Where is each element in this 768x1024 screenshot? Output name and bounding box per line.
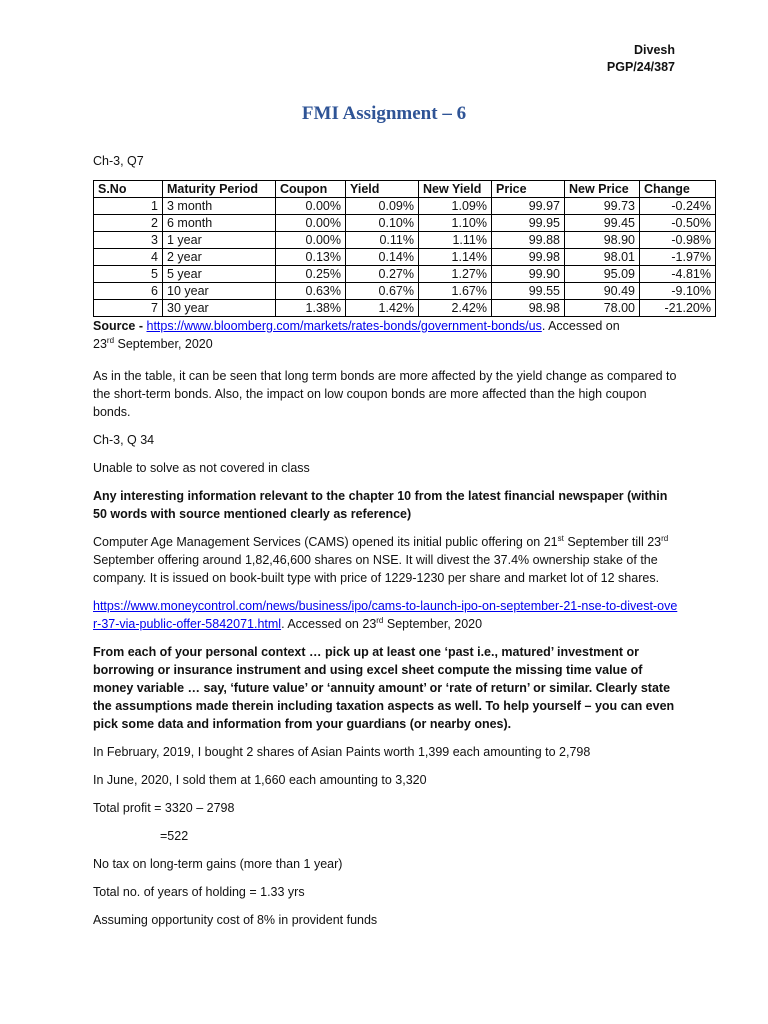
table-cell: 0.00%	[276, 198, 346, 215]
table-cell: 99.90	[492, 266, 565, 283]
table-cell: 1	[94, 198, 163, 215]
table-cell: 95.09	[565, 266, 640, 283]
table-cell: 99.73	[565, 198, 640, 215]
answer-ch3-q34: Unable to solve as not covered in class	[93, 461, 310, 475]
table-cell: -9.10%	[640, 283, 716, 300]
table-cell: 5	[94, 266, 163, 283]
table-cell: 0.00%	[276, 215, 346, 232]
question-personal-investment: From each of your personal context … pick up at least one ‘past i.e., matured’ investment or borrowing or insurance instrument and using excel sheet compute the missing time value of money variable … say, ‘future value’ or ‘annuity amount’ or ‘rate of return’ or similar. Clearly state the assumptions made therein including taxation aspects as well. To help yourself – you can even pick some data and information from your guardians (or nearby ones).	[93, 645, 675, 731]
table-cell: 7	[94, 300, 163, 317]
table-cell: -0.24%	[640, 198, 716, 215]
table-cell: -0.50%	[640, 215, 716, 232]
table-cell: 99.95	[492, 215, 565, 232]
table-cell: -1.97%	[640, 249, 716, 266]
investment-line-sell: In June, 2020, I sold them at 1,660 each amounting to 3,320	[93, 773, 427, 787]
table-cell: 99.98	[492, 249, 565, 266]
table-cell: 0.67%	[346, 283, 419, 300]
cams-text-3: September offering around 1,82,46,600 shares on NSE. It will divest the 37.4% ownership stake of the company. It is issued on book-built type with price of 1229-1230 per share and market lot of 12 shares.	[93, 553, 660, 585]
table-cell: 1.11%	[419, 232, 492, 249]
table-cell: 0.27%	[346, 266, 419, 283]
table-cell: -0.98%	[640, 232, 716, 249]
table-cell: 2.42%	[419, 300, 492, 317]
table-header-row	[94, 181, 716, 198]
table-cell: 1.42%	[346, 300, 419, 317]
table-cell: 1 year	[163, 232, 276, 249]
table-row	[94, 300, 716, 317]
question-label-ch3-q7: Ch-3, Q7	[93, 154, 144, 168]
source-prefix: Source -	[93, 319, 147, 333]
table-cell: 0.09%	[346, 198, 419, 215]
table-cell: 0.11%	[346, 232, 419, 249]
table-cell: 99.55	[492, 283, 565, 300]
table-cell: -21.20%	[640, 300, 716, 317]
table-cell: 30 year	[163, 300, 276, 317]
table-cell: 1.10%	[419, 215, 492, 232]
column-header: S.No	[94, 181, 163, 198]
table-cell: 0.25%	[276, 266, 346, 283]
table-cell: 99.88	[492, 232, 565, 249]
table-cell: 5 year	[163, 266, 276, 283]
column-header: Price	[492, 181, 565, 198]
table-row	[94, 215, 716, 232]
moneycontrol-date: September, 2020	[383, 617, 483, 631]
table-cell: 1.38%	[276, 300, 346, 317]
table-cell: -4.81%	[640, 266, 716, 283]
cams-text-1: Computer Age Management Services (CAMS) opened its initial public offering on 21	[93, 535, 558, 549]
table-cell: 99.97	[492, 198, 565, 215]
table-cell: 0.14%	[346, 249, 419, 266]
table-cell: 1.27%	[419, 266, 492, 283]
question-label-ch3-q34: Ch-3, Q 34	[93, 433, 155, 447]
column-header: Maturity Period	[163, 181, 276, 198]
document-body	[93, 152, 711, 939]
moneycontrol-link[interactable]: https://www.moneycontrol.com/news/business/ipo/cams-to-launch-ipo-on-september-21-nse-to-divest-over-37-via-public-offer-5842071.html	[93, 599, 678, 631]
investment-line-assumption: Assuming opportunity cost of 8% in provident funds	[93, 913, 378, 927]
source-citation	[93, 317, 681, 353]
table-cell: 1.14%	[419, 249, 492, 266]
document-title: FMI Assignment – 6	[301, 103, 467, 124]
moneycontrol-sup: rd	[376, 615, 384, 625]
column-header: New Yield	[419, 181, 492, 198]
column-header: New Price	[565, 181, 640, 198]
table-row	[94, 249, 716, 266]
cams-sup-2: rd	[661, 533, 669, 543]
investment-line-buy: In February, 2019, I bought 2 shares of Asian Paints worth 1,399 each amounting to 2,798	[93, 745, 591, 759]
table-cell: 98.01	[565, 249, 640, 266]
author-name: Divesh	[634, 43, 675, 57]
column-header: Coupon	[276, 181, 346, 198]
investment-line-profit-value: =522	[160, 829, 189, 843]
table-cell: 3	[94, 232, 163, 249]
table-row	[94, 232, 716, 249]
bond-yield-table	[93, 180, 716, 317]
table-row	[94, 198, 716, 215]
table-cell: 6	[94, 283, 163, 300]
author-block	[607, 42, 675, 76]
table-cell: 4	[94, 249, 163, 266]
column-header: Change	[640, 181, 716, 198]
cams-sup-1: st	[557, 533, 564, 543]
roll-number: PGP/24/387	[606, 60, 675, 74]
table-cell: 0.10%	[346, 215, 419, 232]
source-date-day: 23	[93, 337, 107, 351]
cams-paragraph	[93, 533, 681, 587]
table-cell: 3 month	[163, 198, 276, 215]
source-suffix: . Accessed on	[541, 319, 620, 333]
source-date-rest: September, 2020	[114, 337, 213, 351]
table-cell: 99.45	[565, 215, 640, 232]
table-cell: 0.00%	[276, 232, 346, 249]
table-cell: 2	[94, 215, 163, 232]
table-cell: 78.00	[565, 300, 640, 317]
table-cell: 2 year	[163, 249, 276, 266]
investment-line-profit: Total profit = 3320 – 2798	[93, 801, 235, 815]
column-header: Yield	[346, 181, 419, 198]
table-cell: 98.98	[492, 300, 565, 317]
table-row	[94, 266, 716, 283]
table-cell: 0.13%	[276, 249, 346, 266]
table-cell: 1.67%	[419, 283, 492, 300]
table-cell: 90.49	[565, 283, 640, 300]
investment-line-tax: No tax on long-term gains (more than 1 year)	[93, 857, 343, 871]
table-cell: 6 month	[163, 215, 276, 232]
analysis-paragraph: As in the table, it can be seen that long term bonds are more affected by the yield change as compared to the short-term bonds. Also, the impact on low coupon bonds are more affected than the high coupon bonds.	[93, 369, 677, 419]
table-cell: 1.09%	[419, 198, 492, 215]
table-row	[94, 283, 716, 300]
question-news: Any interesting information relevant to the chapter 10 from the latest financial newspaper (within 50 words with source mentioned clearly as reference)	[93, 489, 668, 521]
cams-text-2: September till 23	[563, 535, 662, 549]
moneycontrol-citation	[93, 597, 681, 633]
table-cell: 98.90	[565, 232, 640, 249]
bloomberg-link[interactable]: https://www.bloomberg.com/markets/rates-bonds/government-bonds/us	[146, 319, 542, 333]
source-date-sup: rd	[106, 335, 115, 345]
table-cell: 0.63%	[276, 283, 346, 300]
investment-line-years: Total no. of years of holding = 1.33 yrs	[93, 885, 305, 899]
table-cell: 10 year	[163, 283, 276, 300]
moneycontrol-suffix: . Accessed on 23	[281, 617, 377, 631]
